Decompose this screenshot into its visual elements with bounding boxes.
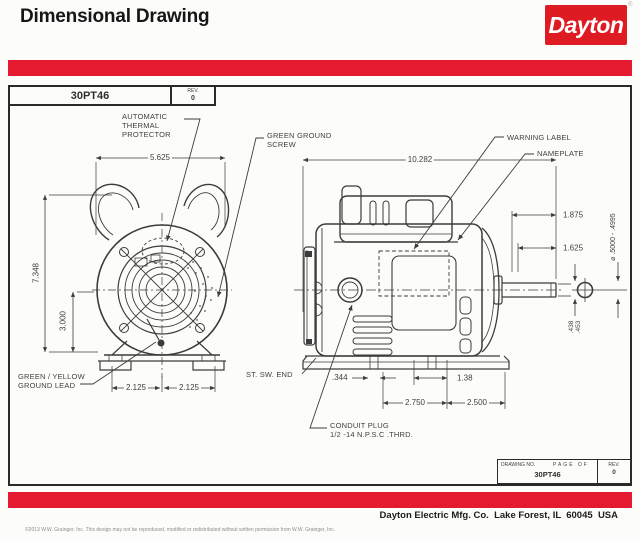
part-number: 30PT46 [70, 89, 110, 102]
dim-flats: .438 .453 [568, 320, 582, 334]
page-title: Dimensional Drawing [20, 6, 210, 27]
dim-foot-right: 2.125 [178, 383, 200, 392]
leader-thermal-protector [167, 119, 200, 241]
side-view-dimensions [303, 160, 618, 409]
front-view-dimensions [45, 158, 225, 392]
registered-mark: ® [628, 2, 633, 8]
rev-value: 0 [191, 95, 195, 102]
leader-nameplate [458, 154, 534, 240]
leader-warning-label [414, 137, 504, 249]
ground-lead-dot [158, 340, 165, 347]
drawing-no-cell [498, 460, 597, 483]
dim-key-flat: 1.625 [563, 243, 584, 253]
label-ground-lead: GREEN / YELLOW GROUND LEAD [18, 372, 85, 390]
copyright-line: ©2013 W.W. Grainger, Inc. This design may not be reproduced, modified or redistributed without written permission from W.W. Grainger, Inc. [25, 527, 336, 533]
dim-base-b: 2.500 [466, 398, 488, 407]
dim-width: 5.625 [149, 153, 171, 162]
ground-lead-wire [147, 319, 159, 340]
label-warning: WARNING LABEL [507, 133, 572, 142]
dim-foot-left: 2.125 [125, 383, 147, 392]
dim-base-a: 2.750 [404, 398, 426, 407]
rev-value-bottom: 0 [612, 469, 616, 476]
stipple-dots [187, 261, 213, 328]
dim-foot-slot: 1.38 [457, 373, 473, 383]
page-of-label: PAGE OF [553, 462, 589, 468]
dim-shaft-dia: ⌀ .5000 - .4995 [610, 213, 617, 261]
front-view [90, 184, 232, 378]
dayton-logo-text: Dayton [548, 11, 624, 38]
leader-ground-lead [80, 342, 156, 384]
switch-end-bracket [304, 247, 315, 345]
rev-label: REV. [187, 88, 199, 94]
label-st-sw-end: ST. SW. END [246, 370, 293, 379]
bottom-red-bar [8, 492, 632, 508]
label-thermal-protector: AUTOMATIC THERMAL PROTECTOR [122, 112, 171, 139]
dim-center-height: 3.000 [58, 310, 68, 332]
label-nameplate: NAMEPLATE [537, 149, 584, 158]
title-block-bottom [497, 459, 631, 484]
manufacturer-line: Dayton Electric Mfg. Co. Lake Forest, IL 60045 USA [379, 510, 618, 521]
warning-label-outline [379, 251, 449, 296]
rev-label-bottom: REV. [608, 462, 620, 468]
label-conduit-plug: CONDUIT PLUG 1/2 -14 N.P.S.C .THRD. [330, 421, 414, 439]
dim-overall: 10.282 [407, 155, 433, 164]
dim-shaft-ext: 1.875 [563, 210, 584, 220]
dim-offset: .344 [332, 373, 348, 382]
drawing-no-value: 30PT46 [534, 470, 561, 479]
drawing-no-label: DRAWING NO. [501, 462, 536, 468]
rev-cell-bottom [597, 460, 630, 483]
label-ground-screw: GREEN GROUND SCREW [267, 131, 332, 149]
dim-height: 7.348 [31, 262, 41, 284]
